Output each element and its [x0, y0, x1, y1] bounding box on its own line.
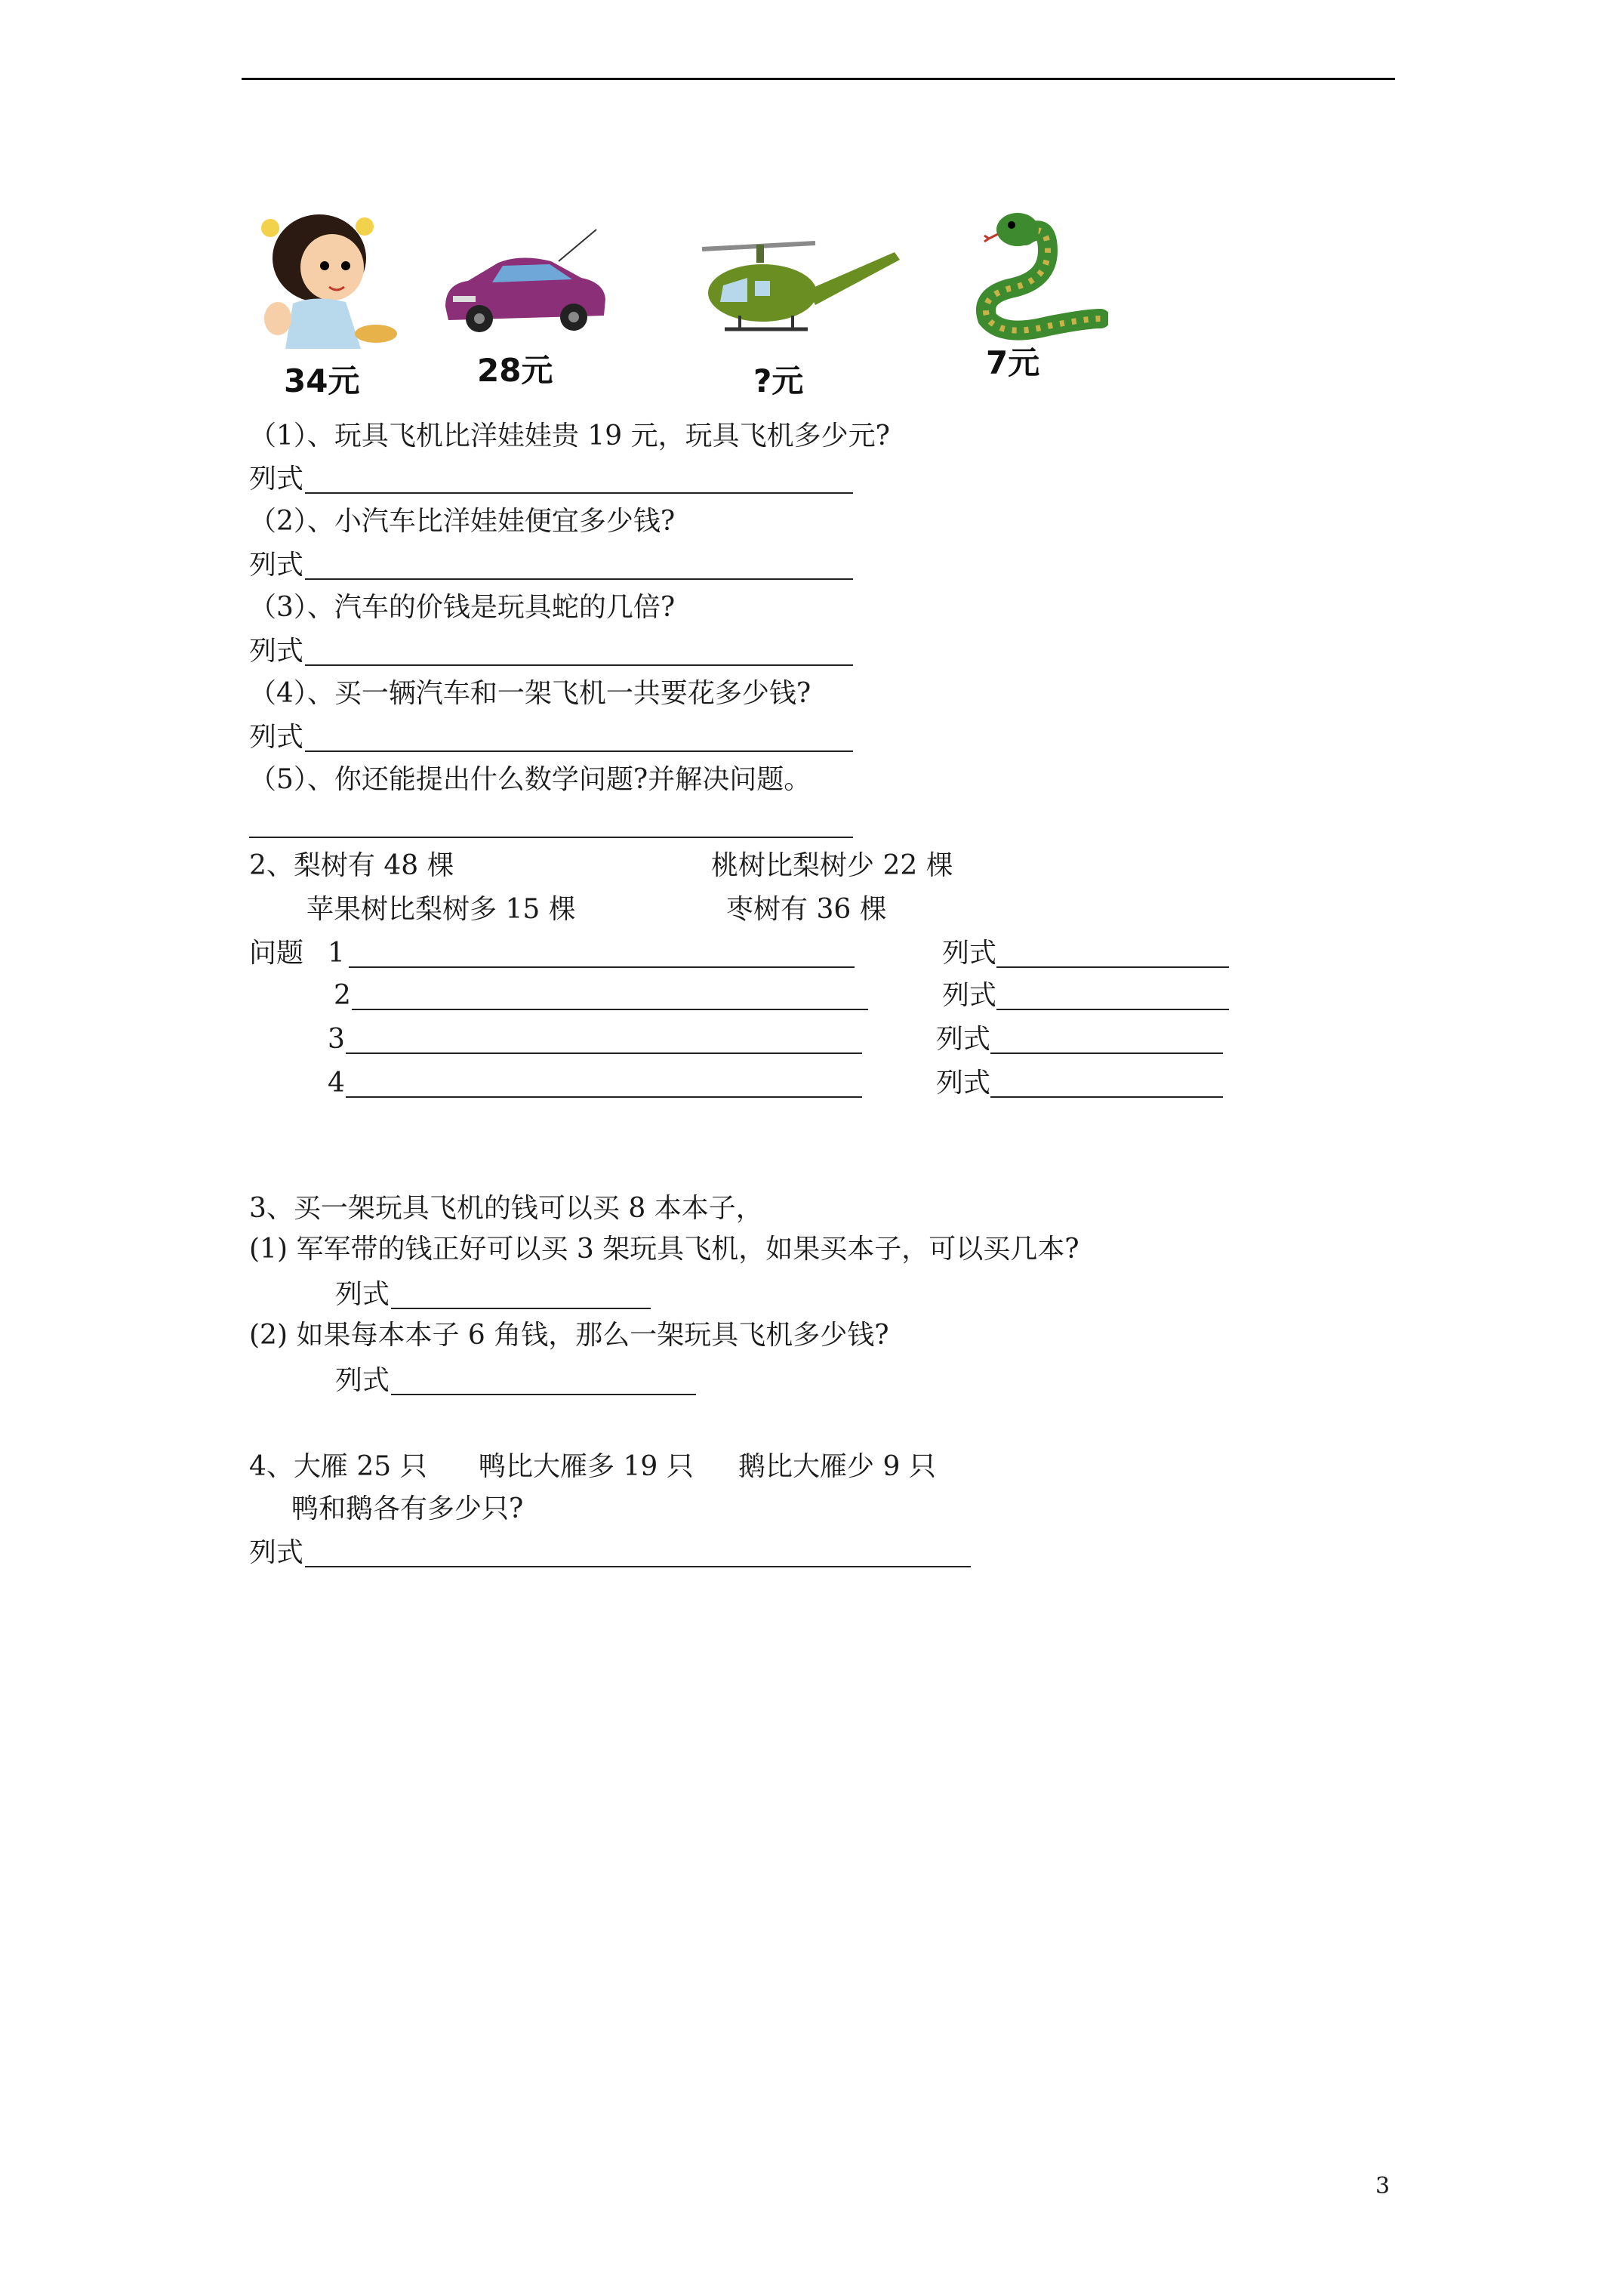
- q1-answer-line-5[interactable]: [249, 837, 853, 838]
- q4-wild-geese: 4、大雁 25 只: [249, 1451, 427, 1482]
- header-rule: [242, 78, 1395, 80]
- q2-formula-label-4: 列式: [936, 1068, 991, 1099]
- q3-title: 3、买一架玩具飞机的钱可以买 8 本本子，: [249, 1193, 763, 1224]
- doll-price: 34元: [284, 362, 360, 399]
- q2-problem-number-3: 3: [328, 1024, 345, 1055]
- q2-problem-line-2[interactable]: [352, 1009, 868, 1010]
- q3-sub2: (2) 如果每本本子 6 角钱，那么一架玩具飞机多少钱?: [249, 1320, 889, 1351]
- q2-problem-number-1: 1: [328, 938, 345, 969]
- q2-formula-label-2: 列式: [942, 980, 997, 1011]
- q3-formula-label-2: 列式: [335, 1365, 390, 1396]
- q3-formula-label-1: 列式: [335, 1279, 390, 1310]
- q2-formula-line-3[interactable]: [990, 1052, 1223, 1054]
- q4-formula-label: 列式: [249, 1537, 304, 1568]
- q2-problem-line-4[interactable]: [346, 1096, 862, 1098]
- q2-formula-line-4[interactable]: [990, 1096, 1223, 1098]
- car-price: 28元: [477, 352, 553, 389]
- q2-problem-line-3[interactable]: [346, 1052, 862, 1054]
- snake-price: 7元: [986, 344, 1040, 381]
- q2-apple-trees: 苹果树比梨树多 15 棵: [306, 894, 576, 925]
- q1-answer-line-2[interactable]: [305, 578, 853, 580]
- q4-ducks: 鸭比大雁多 19 只: [479, 1451, 694, 1482]
- q1-item-5: （5）、你还能提出什么数学问题?并解决问题。: [249, 764, 812, 795]
- q1-item-3: （3）、汽车的价钱是玩具蛇的几倍?: [249, 592, 676, 623]
- q1-answer-line-3[interactable]: [305, 664, 853, 666]
- q4-question: 鸭和鹅各有多少只?: [291, 1493, 524, 1524]
- q1-answer-line-4[interactable]: [305, 750, 853, 752]
- q1-formula-label-3: 列式: [249, 636, 304, 667]
- q2-formula-label-1: 列式: [942, 938, 997, 969]
- q2-formula-line-2[interactable]: [996, 1009, 1229, 1010]
- doll-icon: [248, 205, 399, 356]
- snake-icon: [957, 205, 1108, 341]
- page-number: 3: [1375, 2173, 1390, 2199]
- q1-item-2: （2）、小汽车比洋娃娃便宜多少钱?: [249, 506, 676, 537]
- q1-item-1: （1）、玩具飞机比洋娃娃贵 19 元，玩具飞机多少元?: [249, 421, 890, 451]
- q4-answer-line[interactable]: [305, 1566, 971, 1567]
- q1-formula-label-1: 列式: [249, 464, 304, 495]
- helicopter-price: ?元: [753, 362, 804, 399]
- q3-answer-line-2[interactable]: [391, 1394, 696, 1395]
- q1-item-4: （4）、买一辆汽车和一架飞机一共要花多少钱?: [249, 678, 812, 709]
- q1-answer-line-1[interactable]: [305, 492, 853, 494]
- q4-geese: 鹅比大雁少 9 只: [738, 1451, 936, 1482]
- q2-formula-label-3: 列式: [936, 1024, 991, 1055]
- car-icon: [438, 223, 611, 337]
- q2-problem-number-4: 4: [328, 1068, 345, 1099]
- q3-sub1: (1) 军军带的钱正好可以买 3 架玩具飞机，如果买本子，可以买几本?: [249, 1234, 1079, 1265]
- helicopter-icon: [694, 233, 906, 346]
- q3-answer-line-1[interactable]: [391, 1308, 651, 1309]
- q1-formula-label-4: 列式: [249, 722, 304, 753]
- q2-problem-label: 问题: [249, 938, 304, 969]
- q2-problem-line-1[interactable]: [349, 966, 855, 968]
- q2-pear-trees: 2、梨树有 48 棵: [249, 850, 454, 881]
- q2-peach-trees: 桃树比梨树少 22 棵: [711, 850, 953, 881]
- q2-problem-number-2: 2: [334, 980, 351, 1011]
- q2-jujube-trees: 枣树有 36 棵: [726, 894, 887, 925]
- q2-formula-line-1[interactable]: [996, 966, 1229, 968]
- q1-formula-label-2: 列式: [249, 550, 304, 581]
